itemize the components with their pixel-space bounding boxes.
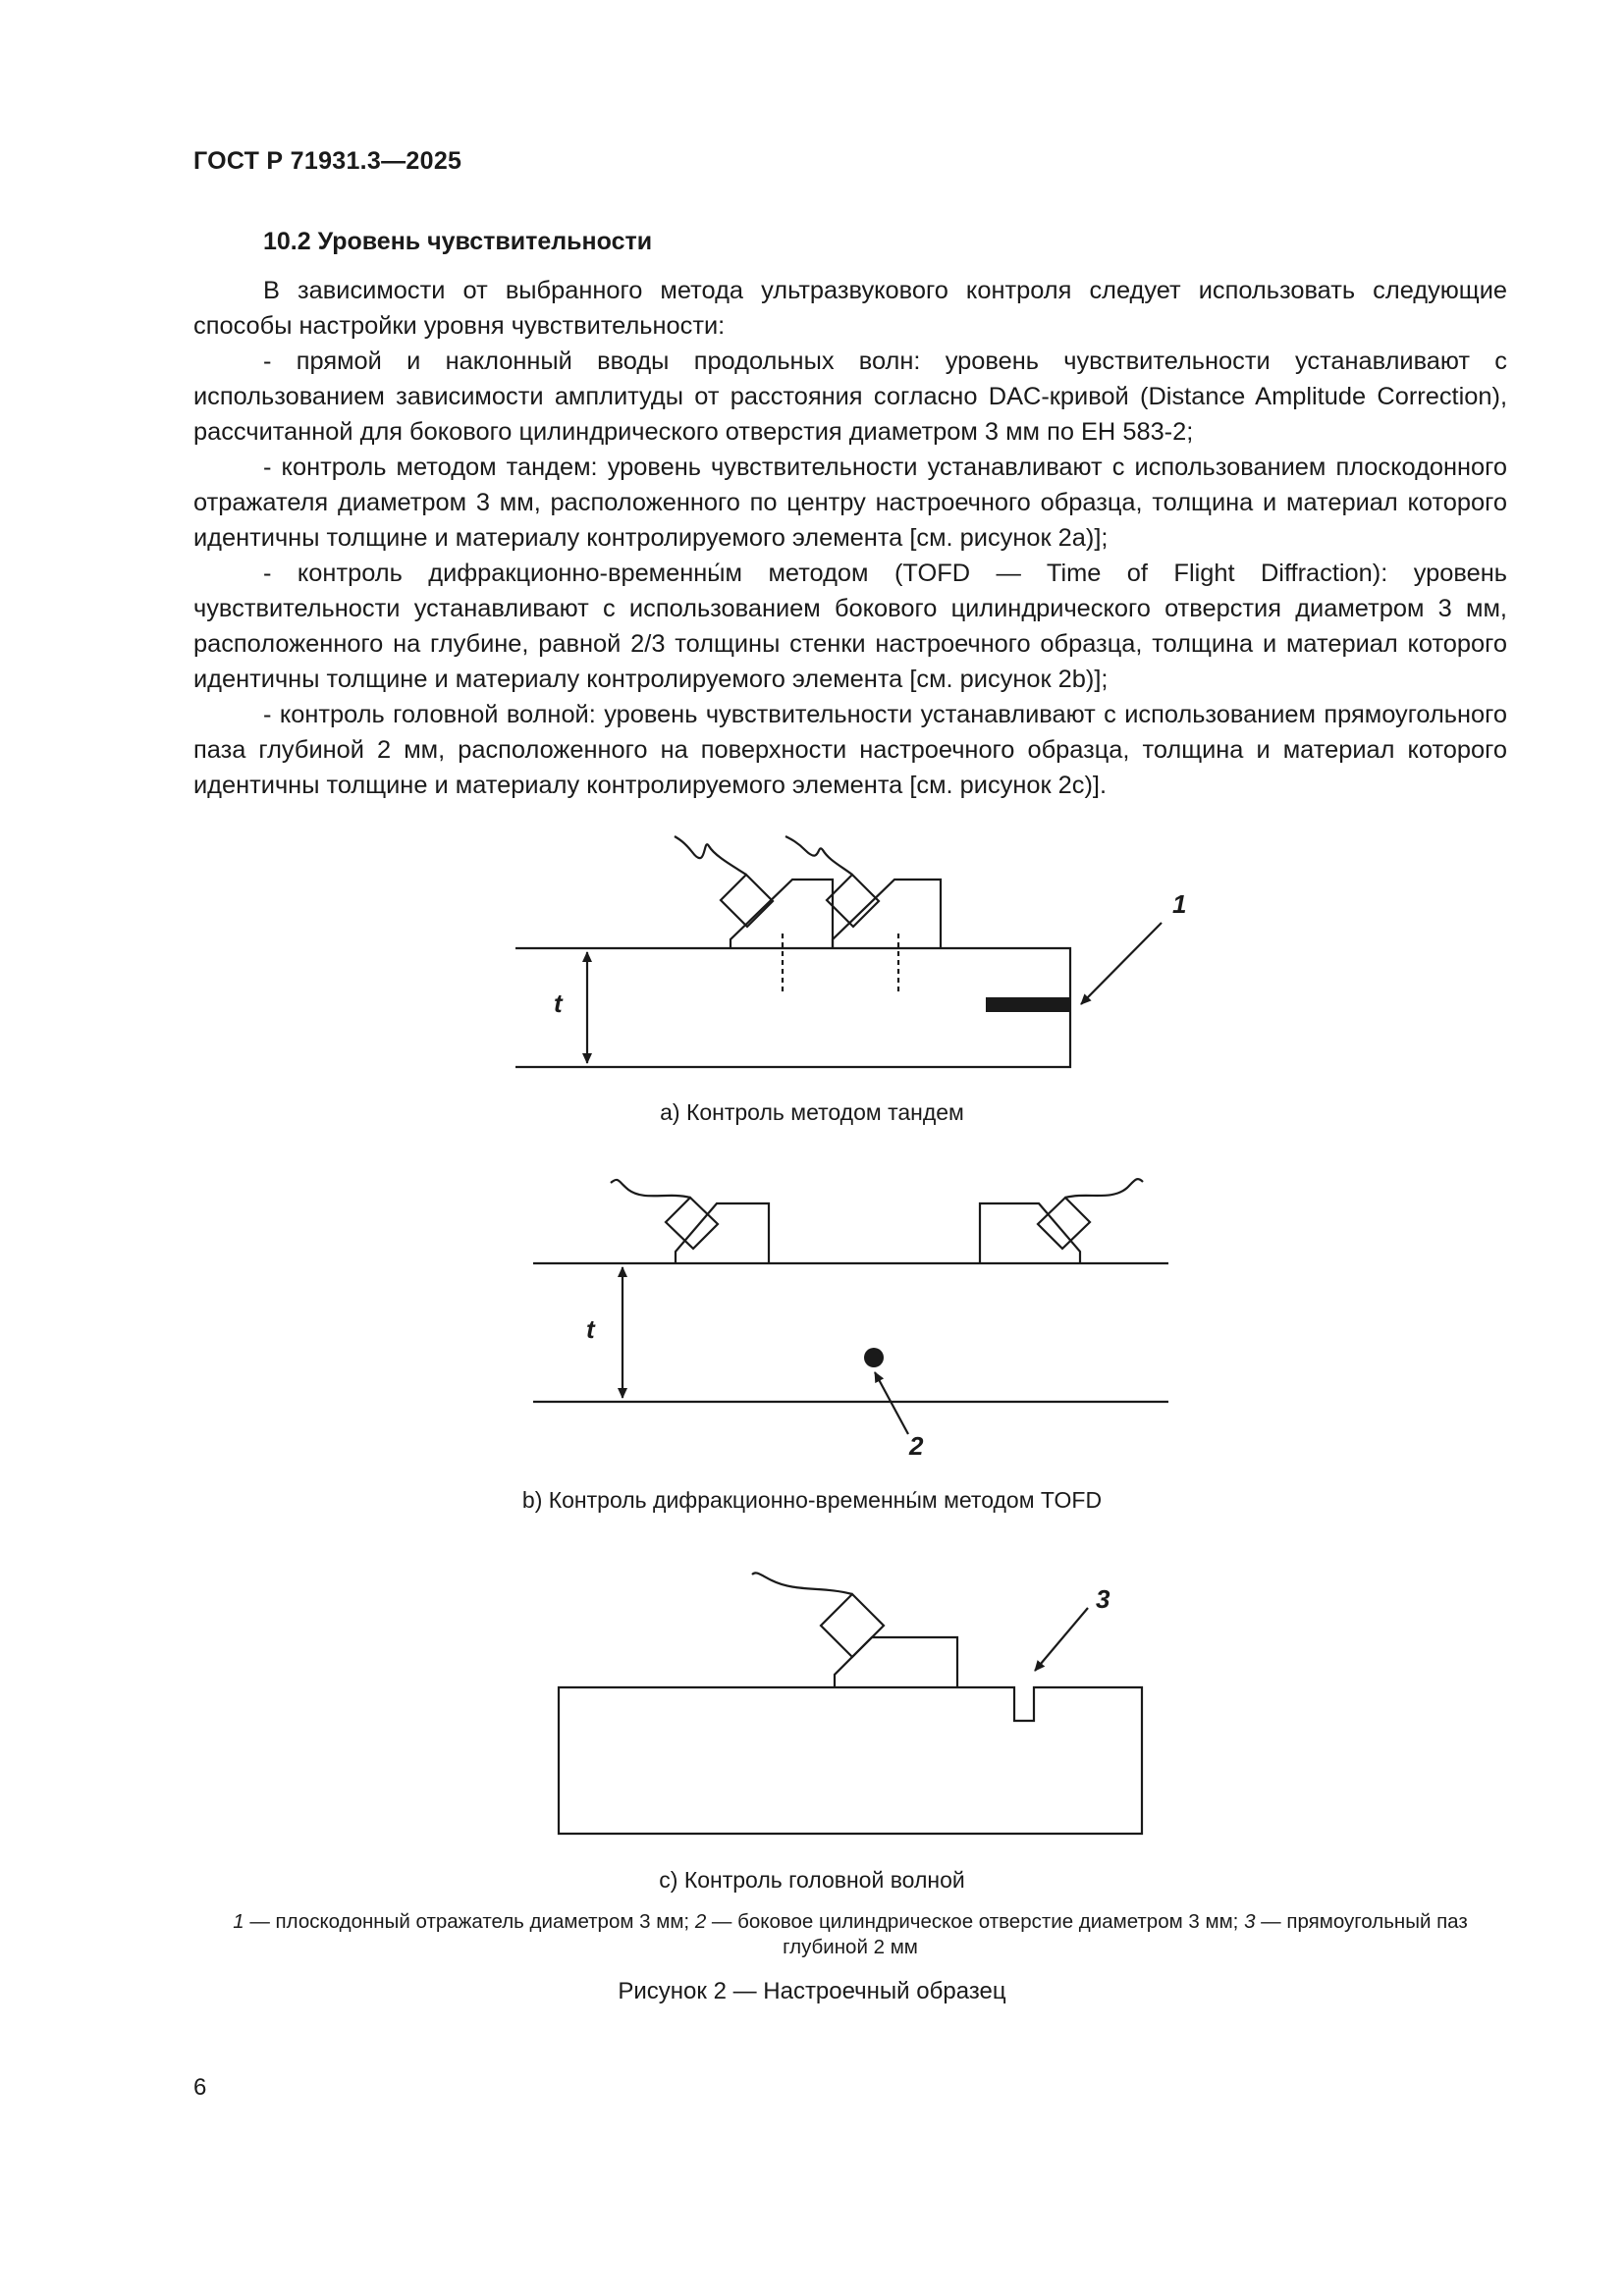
probe-b-left: [611, 1180, 769, 1263]
legend-key-2: 2: [694, 1910, 707, 1933]
caption-c: c) Контроль головной волной: [659, 1867, 965, 1893]
section-title: 10.2 Уровень чувствительности: [263, 228, 653, 255]
test-block-c: [559, 1687, 1142, 1834]
document-header: ГОСТ Р 71931.3—2025: [193, 147, 462, 175]
diagram-head-wave: [559, 1573, 1142, 1834]
probe-c: [752, 1573, 957, 1687]
side-drilled-hole: [864, 1348, 884, 1367]
legend-text-3: — прямоугольный паз глубиной 2 мм: [783, 1910, 1468, 1958]
marker-2: 2: [909, 1431, 924, 1461]
diagram-tandem: [515, 836, 1162, 1067]
legend-text-1: — плоскодонный отражатель диаметром 3 мм;: [244, 1910, 695, 1933]
diagram-tofd: [533, 1179, 1168, 1434]
leader-1: [1081, 923, 1162, 1004]
caption-a: a) Контроль методом тандем: [660, 1099, 964, 1125]
leader-2: [875, 1372, 908, 1434]
probe-b-right: [980, 1179, 1143, 1263]
page-number: 6: [193, 2074, 207, 2101]
legend-key-3: 3: [1244, 1910, 1256, 1933]
paragraph-intro: В зависимости от выбранного метода ультразвукового контроля следует использовать следующие способы настройки уровня чувствительности:: [193, 277, 1507, 340]
marker-3: 3: [1096, 1584, 1110, 1614]
paragraph-tofd: - контроль дифракционно-временны́м методом (TOFD — Time of Flight Diffraction): уровень чувствительности устанавливают с использованием бокового цилиндрического отверстия диаметром 3 мм, расположенного на глубине, равной 2/3 толщины стенки настроечного образца, толщина и материал которого идентичны толщине и материалу контролируемого элемента [см. рисунок 2b)];: [193, 560, 1507, 693]
flat-bottom-reflector: [986, 997, 1070, 1012]
paragraph-head-wave: - контроль головной волной: уровень чувствительности устанавливают с использованием прямоугольного паза глубиной 2 мм, расположенного на поверхности настроечного образца, толщина и материал которого идентичны толщине и материалу контролируемого элемента [см. рисунок 2c)].: [193, 701, 1507, 799]
caption-b: b) Контроль дифракционно-временны́м методом TOFD: [521, 1487, 1103, 1513]
legend-key-1: 1: [233, 1910, 244, 1933]
paragraph-tandem: - контроль методом тандем: уровень чувствительности устанавливают с использованием плоскодонного отражателя диаметром 3 мм, расположенного по центру настроечного образца, толщина и материал которого идентичны толщине и материалу контролируемого элемента [см. рисунок 2a)];: [193, 454, 1507, 552]
marker-1: 1: [1172, 889, 1187, 919]
probe-a-2: [785, 836, 941, 948]
legend-text-2: — боковое цилиндрическое отверстие диаметром 3 мм;: [706, 1910, 1245, 1933]
figure-legend: [193, 1909, 1507, 1960]
figure-title: Рисунок 2 — Настроечный образец: [618, 1978, 1006, 2004]
thickness-label-b: t: [586, 1314, 595, 1344]
thickness-label-a: t: [554, 988, 563, 1018]
leader-3: [1035, 1608, 1088, 1671]
paragraph-dac: - прямой и наклонный вводы продольных волн: уровень чувствительности устанавливают с использованием зависимости амплитуды от расстояния согласно DAC-кривой (Distance Amplitude Correction), рассчитанной для бокового цилиндрического отверстия диаметром 3 мм по ЕН 583-2;: [193, 347, 1507, 446]
